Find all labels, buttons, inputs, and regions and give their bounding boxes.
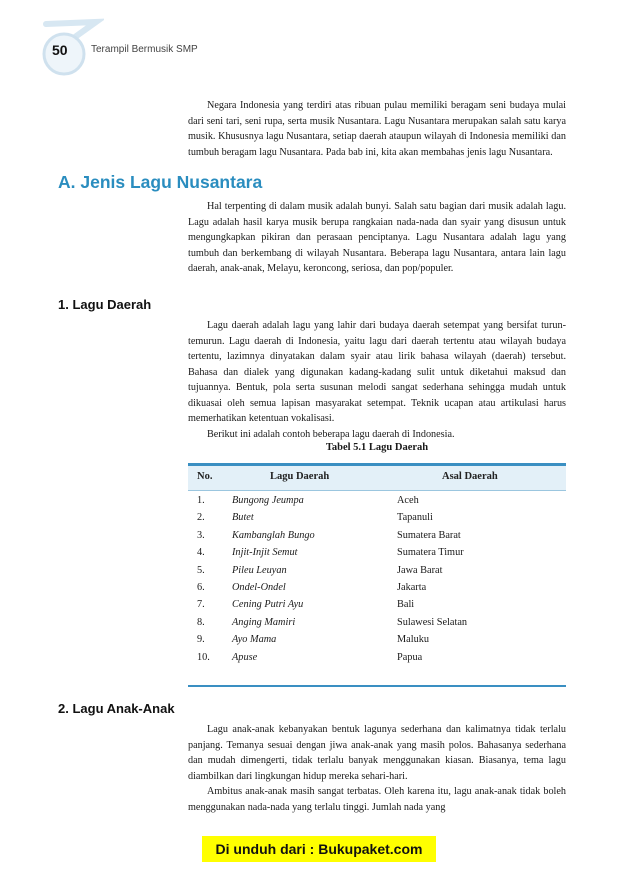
- table-row: 5. Pileu Leuyan Jawa Barat: [197, 564, 443, 576]
- section-a-text: Hal terpenting di dalam musik adalah bunyi. Salah satu bagian dari musik adalah lagu. Lagu adalah hasil karya musik berupa rangkaian nada-nada dan syair yang disusun untuk mengungkapkan pikiran dan perasaan penciptanya. Lagu Nusantara adalah lagu yang tumbuh dan berkembang di wilayah Nusantara. Beberapa lagu Nusantara, antara lain lagu daerah, anak-anak, Melayu, keroncong, seriosa, dan pop/populer.: [188, 201, 566, 274]
- header-origin: Asal Daerah: [442, 471, 498, 482]
- table-row: 1. Bungong Jeumpa Aceh: [197, 495, 419, 506]
- subsection-2-paragraph: [188, 722, 566, 815]
- table-row: 9. Ayo Mama Maluku: [197, 634, 430, 646]
- subsection-1-paragraph: [188, 318, 566, 442]
- table-header: [188, 466, 566, 491]
- table-bottom-rule: [188, 685, 566, 687]
- table-row: 2. Butet Tapanuli: [197, 512, 433, 524]
- subsection-2-text-1: Lagu anak-anak kebanyakan bentuk lagunya sederhana dan kalimatnya tidak terlalu panjang. Temanya sesuai dengan jiwa anak-anak yang masih polos. Bahasanya sederhana dan mudah dimengerti, tidak terlalu banyak menggunakan kiasan. Biasanya, tema lagu diambilkan dari lingkungan hidup mereka sehari-hari.: [188, 724, 566, 782]
- subsection-1-heading: 1. Lagu Daerah: [58, 297, 152, 312]
- header-song: Lagu Daerah: [270, 471, 330, 482]
- table-body: [188, 494, 566, 668]
- subsection-2-text-2: Ambitus anak-anak masih sangat terbatas. Oleh karena itu, lagu anak-anak tidak boleh menggunakan nada-nada yang terlalu tinggi. Jumlah nada yang: [188, 786, 566, 813]
- section-a-heading: A. Jenis Lagu Nusantara: [58, 172, 263, 192]
- table-row: 10. Apuse Papua: [197, 651, 423, 663]
- table-row: 4. Injit-Injit Semut Sumatera Timur: [197, 547, 464, 559]
- table-row: 6. Ondel-Ondel Jakarta: [197, 581, 427, 593]
- subsection-1-text-2: Berikut ini adalah contoh beberapa lagu daerah di Indonesia.: [207, 428, 455, 440]
- table-row: 7. Cening Putri Ayu Bali: [197, 599, 415, 611]
- subsection-2-heading: 2. Lagu Anak-Anak: [58, 701, 175, 716]
- section-a-paragraph: [188, 199, 566, 277]
- book-title: Terampil Bermusik SMP: [91, 44, 198, 55]
- intro-text: Negara Indonesia yang terdiri atas ribuan pulau memiliki beragam seni budaya mulai dari seni tari, seni rupa, serta musik Nusantara. Lagu Nusantara merupakan salah satu karya musik. Khususnya lagu Nusantara, setiap daerah ataupun wilayah di Indonesia memiliki dan tumbuh beragam lagu Nusantara. Pada bab ini, kita akan membahas jenis lagu Nusantara.: [188, 100, 566, 158]
- table-caption: Tabel 5.1 Lagu Daerah: [325, 442, 429, 453]
- page-number: 50: [52, 42, 68, 58]
- table-row: 3. Kambanglah Bungo Sumatera Barat: [197, 529, 461, 541]
- intro-paragraph: [188, 98, 566, 160]
- header-no: No.: [197, 471, 213, 482]
- download-source-banner: Di unduh dari : Bukupaket.com: [202, 836, 436, 862]
- table-row: 8. Anging Mamiri Sulawesi Selatan: [197, 616, 468, 628]
- subsection-1-text-1: Lagu daerah adalah lagu yang lahir dari budaya daerah setempat yang bersifat turun-temurun. Lagu daerah di Indonesia, yaitu lagu dari daerah tertentu atau wilayah budaya tertentu, lazimnya dinyatakan dalam syair atau lirik bahasa wilayah (daerah) tersebut. Bahasa dan dialek yang digunakan kadang-kadang sulit untuk diketahui maksud dan tujuannya. Bentuk, pola serta susunan melodi sangat sederhana sehingga mudah untuk dikuasai oleh semua lapisan masyarakat setempat. Teknik ucapan atau artikulasi harus memerhatikan ketentuan vokalisasi.: [188, 320, 566, 424]
